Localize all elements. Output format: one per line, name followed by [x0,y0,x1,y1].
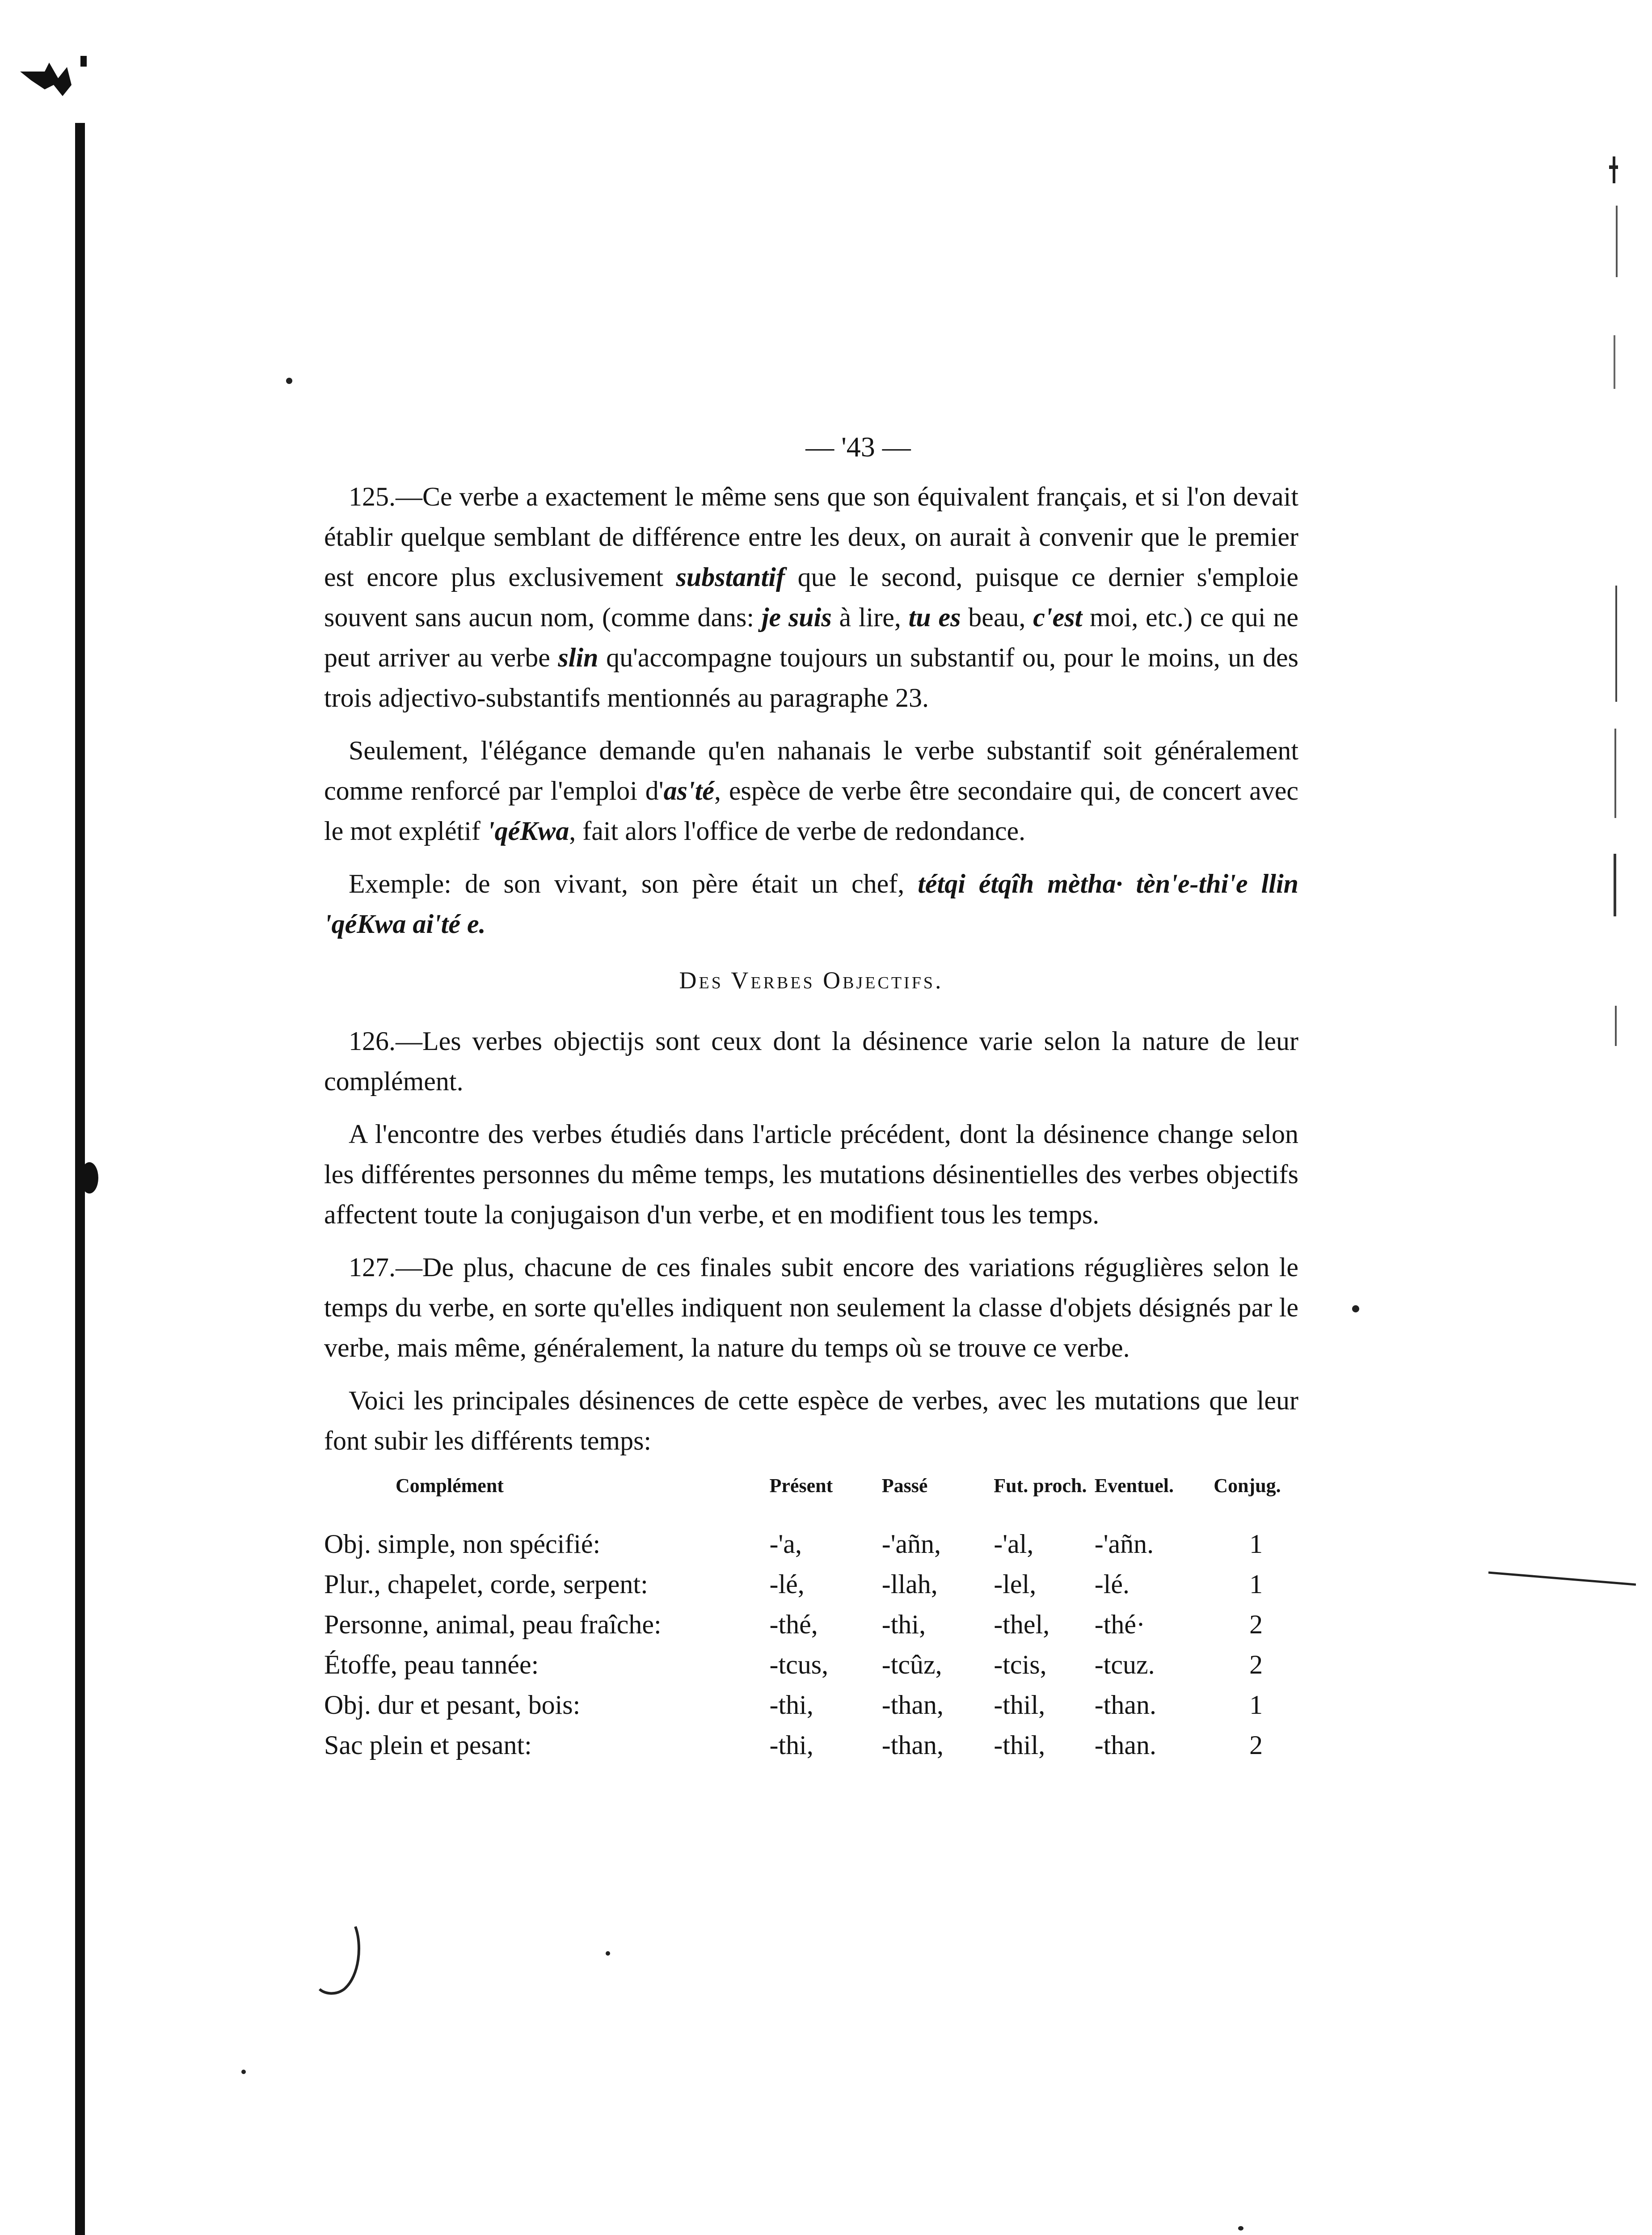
italic-term: slin [558,643,598,672]
text-run: à lire, [831,603,909,632]
table-cell: 2 [1249,1730,1263,1760]
table-cell: Obj. simple, non spécifié: [324,1529,601,1559]
table-cell: -lé. [1094,1569,1130,1599]
italic-term: tétqi étqîh mètha· tèn'e-thi'e llin 'qéKwa ai'té e. [324,869,1298,939]
table-cell: Obj. dur et pesant, bois: [324,1690,581,1720]
column-header: Fut. proch. [994,1475,1087,1497]
speck [286,378,292,384]
text-run: 125.—Ce verbe a exactement le même sens que son équivalent français, et si l'on devait établir quelque semblant de différence entre les deux, on aurait à convenir que le premier est encore plus exclusivement [324,482,1298,592]
table-cell: -thil, [994,1690,1045,1720]
table-cell: -'a, [769,1529,802,1559]
binding-edge-notch [80,1162,98,1193]
speck [241,2070,246,2074]
text-run: beau, [961,603,1033,632]
table-cell: -thi, [769,1690,813,1720]
scan-blot [18,54,107,103]
table-cell: -lel, [994,1569,1037,1599]
column-header: Complément [396,1475,504,1497]
table-cell: -thé· [1094,1610,1146,1639]
table-cell: -thil, [994,1730,1045,1760]
italic-term: 'qéKwa [487,816,569,846]
text-run: 127.—De plus, chacune de ces finales subit encore des variations réguglières selon le temps du verbe, en sorte qu'elles indiquent non seulement la classe d'objets désignés par le verbe, mais même, généralement, la nature du temps où se trouve ce verbe. [324,1252,1298,1362]
scan-stroke [1488,1569,1636,1587]
text-run: que le second, puisque ce dernier s'emploie souvent sans aucun nom, (comme dans: [324,562,1298,632]
table-cell: Plur., chapelet, corde, serpent: [324,1569,648,1599]
table-cell: -thel, [994,1610,1050,1639]
paragraph [324,1021,1298,1101]
table-row [324,1645,1298,1685]
table-cell: -tcis, [994,1650,1047,1679]
table-row [324,1524,1298,1564]
pen-mark [313,1922,375,2003]
table-cell: -than, [881,1730,944,1760]
table-cell: 2 [1249,1610,1263,1639]
text-run: 126.—Les verbes objectijs sont ceux dont la désinence varie selon la nature de leur complément. [324,1026,1298,1096]
speck [1352,1305,1359,1312]
text-run: Voici les principales désinences de cette espèce de verbes, avec les mutations que leur font subir les différents temps: [324,1386,1298,1455]
paragraph [324,864,1298,944]
text-run: Seulement, l'élégance demande qu'en nahanais le verbe substantif soit généralement comme renforcé par l'emploi d' [324,736,1298,805]
table-cell: -than. [1094,1730,1157,1760]
paragraph [324,1114,1298,1235]
table-cell: 1 [1249,1690,1263,1720]
table-cell: 2 [1249,1650,1263,1679]
column-header: Passé [881,1475,928,1497]
text-run: moi, etc.) ce qui ne peut arriver au verbe [324,603,1298,672]
italic-term: c'est [1033,603,1083,632]
text-run: , espèce de verbe être secondaire qui, de concert avec le mot explétif [324,776,1299,846]
table-cell: -tcûz, [881,1650,942,1679]
text-run: Exemple: de son vivant, son père était un chef, [349,869,918,898]
paragraph [324,1247,1298,1368]
table-cell: -'añn. [1094,1529,1154,1559]
column-header: Eventuel. [1094,1475,1174,1497]
table-cell: -thi, [881,1610,926,1639]
italic-term: substantif [676,562,785,592]
table-cell: 1 [1249,1569,1263,1599]
table-cell: -thé, [769,1610,818,1639]
table-row [324,1725,1298,1765]
paragraph [324,1380,1298,1461]
table-cell: Sac plein et pesant: [324,1730,532,1760]
table-cell: Personne, animal, peau fraîche: [324,1610,662,1639]
paragraph [324,730,1298,851]
table-row [324,1564,1298,1604]
table-row [324,1685,1298,1725]
table-cell: 1 [1249,1529,1263,1559]
table-cell: -'al, [994,1529,1034,1559]
column-header: Conjug. [1214,1475,1281,1497]
table-cell: -llah, [881,1569,938,1599]
table-cell: Étoffe, peau tannée: [324,1650,539,1679]
table-cell: -than. [1094,1690,1157,1720]
page-body [324,429,1298,1765]
text-run: , fait alors l'office de verbe de redondance. [569,816,1026,846]
paragraphs-verbes-objectifs [324,1021,1298,1461]
italic-term: tu es [908,603,961,632]
table-cell: -'añn, [881,1529,941,1559]
italic-term: je suis [761,603,832,632]
text-run: qu'accompagne toujours un substantif ou, pour le moins, un des trois adjectivo-substantifs mentionnés au paragraphe 23. [324,643,1298,713]
table-cell: -thi, [769,1730,813,1760]
italic-term: as'té [663,776,714,805]
page-number: — '43 — [805,431,911,463]
paragraphs-verbe-substantif [324,477,1298,944]
table-cell: -lé, [769,1569,805,1599]
paragraph [324,477,1298,718]
section-heading: Des Verbes Objectifs. [679,967,944,994]
speck [606,1951,610,1956]
table-cell: -tcus, [769,1650,829,1679]
desinences-table [324,1474,1298,1765]
table-cell: -tcuz. [1094,1650,1155,1679]
table-row [324,1604,1298,1645]
right-edge-noise [1600,148,1631,1086]
table-cell: -than, [881,1690,944,1720]
table-header-row [324,1474,1298,1524]
text-run: A l'encontre des verbes étudiés dans l'article précédent, dont la désinence change selon les différentes personnes du même temps, les mutations désinentielles des verbes objectifs affectent toute la conjugaison d'un verbe, et en modifient tous les temps. [324,1119,1298,1229]
speck [1238,2226,1243,2231]
column-header: Présent [769,1475,833,1497]
